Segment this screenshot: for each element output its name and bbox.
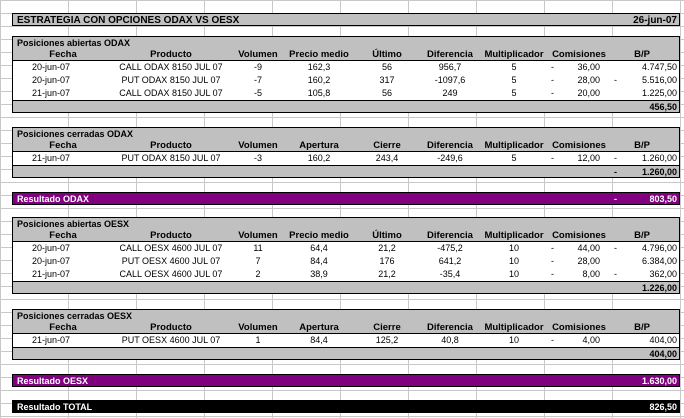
cell-comisiones-sign: - bbox=[551, 269, 554, 279]
odax_result-label: Resultado ODAX bbox=[17, 194, 90, 204]
cell-comisiones-sign: - bbox=[551, 256, 554, 266]
cell-volumen: 1 bbox=[255, 335, 261, 345]
oesx_open-total: 1.226,00 bbox=[641, 283, 677, 293]
odax_result-value: 803,50 bbox=[649, 194, 677, 204]
odax_closed-section-title bbox=[12, 127, 680, 139]
cell-diferencia: 249 bbox=[442, 88, 458, 98]
cell-comisiones: 28,00 bbox=[577, 75, 600, 85]
cell-bp-sign: - bbox=[614, 75, 617, 85]
odax_open-col-ultimo: Último bbox=[372, 49, 402, 60]
sheet-date: 26-jun-07 bbox=[633, 15, 677, 26]
cell-bp-sign: - bbox=[614, 269, 617, 279]
cell-precio: 64,4 bbox=[310, 243, 328, 253]
oesx_closed-col-producto: Producto bbox=[150, 322, 192, 333]
cell-multiplicador: 5 bbox=[511, 75, 517, 85]
oesx_closed-col-diferencia: Diferencia bbox=[427, 322, 473, 333]
odax_open-col-fecha: Fecha bbox=[49, 49, 77, 60]
oesx_open-header-row bbox=[12, 229, 680, 242]
oesx_open-col-ultimo: Último bbox=[372, 230, 402, 241]
cell-precio: 38,9 bbox=[310, 269, 328, 279]
cell-fecha: 21-jun-07 bbox=[31, 153, 71, 163]
cell-comisiones-sign: - bbox=[551, 88, 554, 98]
oesx_open-col-volumen: Volumen bbox=[238, 230, 278, 241]
oesx_result-row bbox=[12, 374, 680, 387]
cell-bp-sign: - bbox=[614, 243, 617, 253]
cell-producto: CALL OESX 4600 JUL 07 bbox=[119, 269, 223, 279]
cell-fecha: 20-jun-07 bbox=[31, 62, 71, 72]
odax_open-total: 456,50 bbox=[649, 102, 677, 112]
cell-comisiones: 20,00 bbox=[577, 88, 600, 98]
oesx_open-table-row bbox=[12, 268, 680, 281]
cell-ultimo: 56 bbox=[381, 88, 392, 98]
cell-precio: 160,2 bbox=[307, 153, 331, 163]
cell-precio: 160,2 bbox=[307, 75, 331, 85]
sheet-title: ESTRATEGIA CON OPCIONES ODAX VS OESX bbox=[17, 15, 240, 26]
cell-multiplicador: 5 bbox=[511, 88, 517, 98]
oesx_closed-col-precio: Apertura bbox=[299, 322, 339, 333]
odax_closed-col-precio: Apertura bbox=[299, 140, 339, 151]
cell-comisiones: 12,00 bbox=[577, 153, 600, 163]
cell-bp: 6.384,00 bbox=[641, 256, 677, 266]
oesx_closed-col-com: Comisiones bbox=[552, 322, 606, 333]
odax_closed-col-com: Comisiones bbox=[552, 140, 606, 151]
odax_open-section-title bbox=[12, 36, 680, 48]
odax_open-col-precio: Precio medio bbox=[289, 49, 349, 60]
oesx_closed-total-row bbox=[12, 347, 680, 360]
odax_open-table-row bbox=[12, 61, 680, 74]
odax_open-title: Posiciones abiertas ODAX bbox=[17, 38, 131, 48]
cell-comisiones: 44,00 bbox=[577, 243, 600, 253]
cell-bp: 4.747,50 bbox=[641, 62, 677, 72]
cell-precio: 84,4 bbox=[310, 335, 328, 345]
odax_open-col-producto: Producto bbox=[150, 49, 192, 60]
odax_open-col-com: Comisiones bbox=[552, 49, 606, 60]
cell-multiplicador: 5 bbox=[511, 62, 517, 72]
odax_closed-col-mult: Multiplicador bbox=[484, 140, 544, 151]
cell-volumen: 11 bbox=[253, 243, 263, 253]
oesx_open-col-com: Comisiones bbox=[552, 230, 606, 241]
oesx_closed-col-mult: Multiplicador bbox=[484, 322, 544, 333]
odax_result-sign: - bbox=[614, 194, 617, 204]
cell-multiplicador: 10 bbox=[508, 256, 519, 266]
cell-bp-sign: - bbox=[614, 153, 617, 163]
oesx_closed-table-row bbox=[12, 334, 680, 347]
total_result-label: Resultado TOTAL bbox=[17, 402, 93, 412]
cell-producto: CALL ODAX 8150 JUL 07 bbox=[119, 88, 223, 98]
odax_result-row bbox=[12, 192, 680, 205]
cell-multiplicador: 5 bbox=[511, 153, 517, 163]
cell-diferencia: -475,2 bbox=[437, 243, 463, 253]
odax_closed-col-diferencia: Diferencia bbox=[427, 140, 473, 151]
cell-diferencia: 641,2 bbox=[438, 256, 462, 266]
cell-diferencia: -35,4 bbox=[439, 269, 461, 279]
oesx_result-value: 1.630,00 bbox=[641, 376, 677, 386]
oesx_open-title: Posiciones abiertas OESX bbox=[17, 219, 130, 229]
odax_closed-table-row bbox=[12, 152, 680, 165]
cell-volumen: 2 bbox=[255, 269, 261, 279]
oesx_open-col-producto: Producto bbox=[150, 230, 192, 241]
odax_open-header-row bbox=[12, 48, 680, 61]
oesx_closed-section-title bbox=[12, 309, 680, 321]
odax_open-col-volumen: Volumen bbox=[238, 49, 278, 60]
oesx_closed-header-row bbox=[12, 321, 680, 334]
cell-fecha: 20-jun-07 bbox=[31, 75, 71, 85]
cell-ultimo: 317 bbox=[379, 75, 395, 85]
cell-comisiones: 36,00 bbox=[577, 62, 600, 72]
cell-producto: CALL ODAX 8150 JUL 07 bbox=[119, 62, 223, 72]
odax_open-table-row bbox=[12, 74, 680, 87]
cell-ultimo: 243,4 bbox=[375, 153, 399, 163]
oesx_open-col-mult: Multiplicador bbox=[484, 230, 544, 241]
cell-precio: 105,8 bbox=[307, 88, 331, 98]
cell-bp: 1.260,00 bbox=[641, 153, 677, 163]
cell-comisiones: 8,00 bbox=[582, 269, 600, 279]
cell-diferencia: -1097,6 bbox=[434, 75, 466, 85]
cell-ultimo: 176 bbox=[379, 256, 395, 266]
odax_open-total-row bbox=[12, 100, 680, 113]
odax_closed-col-producto: Producto bbox=[150, 140, 192, 151]
cell-multiplicador: 10 bbox=[508, 269, 519, 279]
oesx_result-label: Resultado OESX bbox=[17, 376, 89, 386]
cell-ultimo: 56 bbox=[381, 62, 392, 72]
cell-comisiones-sign: - bbox=[551, 62, 554, 72]
odax_closed-col-volumen: Volumen bbox=[238, 140, 278, 151]
sheet-title-row bbox=[12, 13, 680, 26]
odax_open-col-bp: B/P bbox=[634, 49, 650, 60]
cell-multiplicador: 10 bbox=[508, 243, 519, 253]
odax_open-col-mult: Multiplicador bbox=[484, 49, 544, 60]
cell-bp: 5.516,00 bbox=[641, 75, 677, 85]
cell-producto: PUT ODAX 8150 JUL 07 bbox=[121, 153, 221, 163]
cell-volumen: -3 bbox=[253, 153, 262, 163]
cell-volumen: 7 bbox=[255, 256, 261, 266]
oesx_open-col-bp: B/P bbox=[634, 230, 650, 241]
cell-diferencia: 40,8 bbox=[441, 335, 459, 345]
cell-fecha: 21-jun-07 bbox=[31, 335, 71, 345]
cell-ultimo: 125,2 bbox=[375, 335, 399, 345]
oesx_open-col-precio: Precio medio bbox=[289, 230, 349, 241]
cell-comisiones-sign: - bbox=[551, 335, 554, 345]
cell-diferencia: -249,6 bbox=[437, 153, 463, 163]
cell-multiplicador: 10 bbox=[508, 335, 519, 345]
oesx_open-col-diferencia: Diferencia bbox=[427, 230, 473, 241]
oesx_closed-title: Posiciones cerradas OESX bbox=[17, 311, 133, 321]
cell-comisiones-sign: - bbox=[551, 153, 554, 163]
odax_closed-total-row bbox=[12, 165, 680, 178]
oesx_closed-col-fecha: Fecha bbox=[49, 322, 77, 333]
oesx_closed-col-ultimo: Cierre bbox=[373, 322, 401, 333]
odax_closed-col-ultimo: Cierre bbox=[373, 140, 401, 151]
cell-volumen: -9 bbox=[253, 62, 262, 72]
odax_closed-col-bp: B/P bbox=[634, 140, 650, 151]
oesx_open-table-row bbox=[12, 242, 680, 255]
cell-precio: 162,3 bbox=[307, 62, 331, 72]
cell-producto: PUT OESX 4600 JUL 07 bbox=[121, 256, 221, 266]
odax_closed-title: Posiciones cerradas ODAX bbox=[17, 129, 134, 139]
oesx_closed-col-bp: B/P bbox=[634, 322, 650, 333]
cell-bp: 1.225,00 bbox=[641, 88, 677, 98]
cell-comisiones-sign: - bbox=[551, 243, 554, 253]
total_result-value: 826,50 bbox=[649, 402, 677, 412]
odax_closed-total-sign: - bbox=[614, 167, 617, 177]
cell-comisiones: 28,00 bbox=[577, 256, 600, 266]
odax_closed-header-row bbox=[12, 139, 680, 152]
oesx_closed-total: 404,00 bbox=[649, 349, 677, 359]
oesx_closed-col-volumen: Volumen bbox=[238, 322, 278, 333]
oesx_open-total-row bbox=[12, 281, 680, 294]
cell-bp: 362,00 bbox=[649, 269, 677, 279]
cell-comisiones: 4,00 bbox=[582, 335, 600, 345]
total_result-row bbox=[12, 400, 680, 413]
cell-bp: 404,00 bbox=[649, 335, 677, 345]
odax_open-table-row bbox=[12, 87, 680, 100]
odax_closed-col-fecha: Fecha bbox=[49, 140, 77, 151]
cell-ultimo: 21,2 bbox=[378, 243, 396, 253]
cell-ultimo: 21,2 bbox=[378, 269, 396, 279]
cell-producto: PUT ODAX 8150 JUL 07 bbox=[121, 75, 221, 85]
oesx_open-col-fecha: Fecha bbox=[49, 230, 77, 241]
oesx_open-section-title bbox=[12, 217, 680, 229]
cell-fecha: 20-jun-07 bbox=[31, 243, 71, 253]
odax_closed-total: 1.260,00 bbox=[641, 167, 677, 177]
oesx_open-table-row bbox=[12, 255, 680, 268]
cell-producto: PUT OESX 4600 JUL 07 bbox=[121, 335, 221, 345]
cell-volumen: -7 bbox=[253, 75, 262, 85]
cell-fecha: 20-jun-07 bbox=[31, 256, 71, 266]
cell-comisiones-sign: - bbox=[551, 75, 554, 85]
cell-volumen: -5 bbox=[253, 88, 262, 98]
cell-diferencia: 956,7 bbox=[438, 62, 462, 72]
cell-producto: CALL OESX 4600 JUL 07 bbox=[119, 243, 223, 253]
cell-bp: 4.796,00 bbox=[641, 243, 677, 253]
odax_open-col-diferencia: Diferencia bbox=[427, 49, 473, 60]
cell-fecha: 21-jun-07 bbox=[31, 269, 71, 279]
cell-fecha: 21-jun-07 bbox=[31, 88, 71, 98]
cell-precio: 84,4 bbox=[310, 256, 328, 266]
